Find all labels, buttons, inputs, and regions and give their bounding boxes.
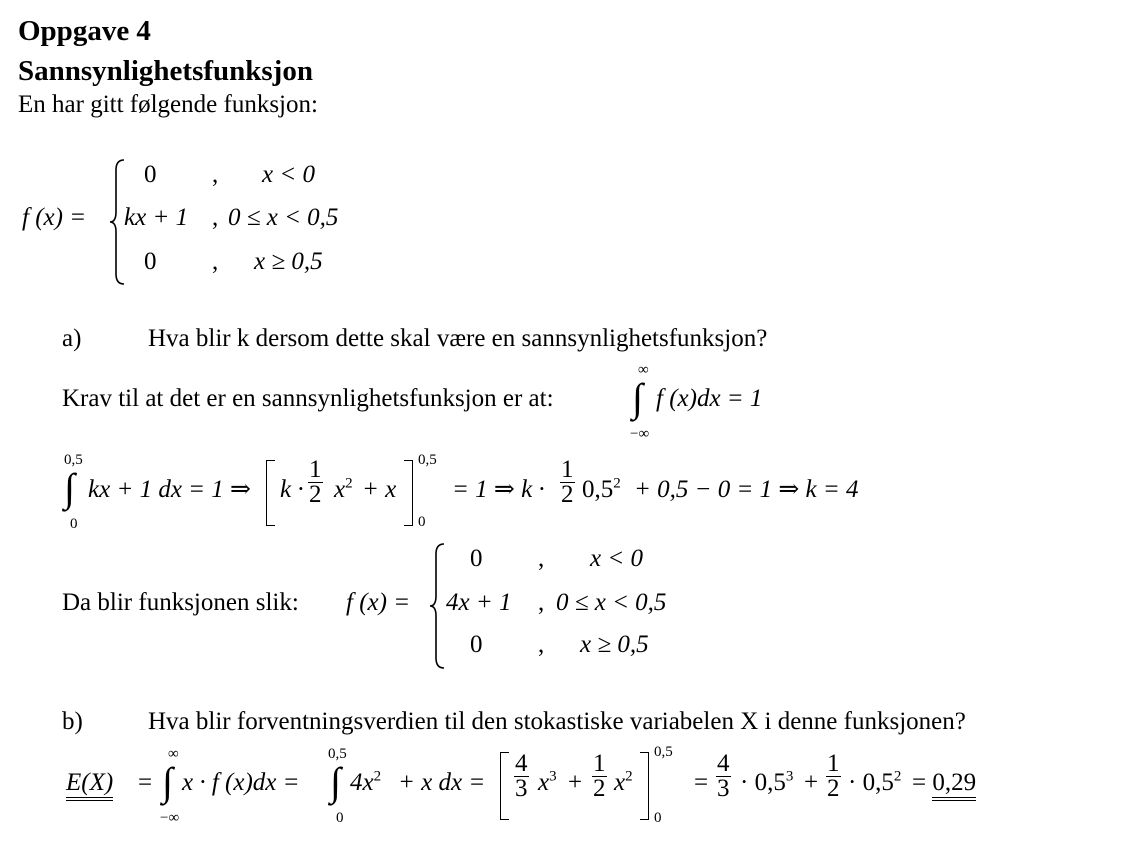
def-row-2-expr: kx + 1	[124, 204, 189, 231]
eval-upper: 0,5	[654, 744, 673, 760]
f2-num: 1	[593, 750, 606, 777]
int2-upper: 0,5	[328, 746, 347, 762]
part-b-question: Hva blir forventningsverdien til den stokastiske variabelen X i denne funksjonen?	[148, 708, 966, 735]
result-row-1-sep: ,	[538, 545, 545, 572]
def-row-3-expr: 0	[144, 248, 157, 275]
result-row-3-expr: 0	[470, 631, 483, 658]
part-a-label: a)	[62, 325, 82, 352]
part-b-label: b)	[62, 708, 83, 735]
calc-half2-den: 2	[561, 481, 574, 508]
def-row-3-sep: ,	[212, 248, 219, 275]
f2-exp: 2	[625, 768, 633, 785]
calc-plus-x: + x	[362, 476, 397, 503]
calc-lower-limit: 0	[70, 516, 78, 532]
int1-lower: −∞	[160, 810, 180, 826]
integral-icon: ∫	[162, 759, 173, 804]
def-row-1-sep: ,	[212, 161, 219, 188]
result-row-2-cond: 0 ≤ x < 0,5	[556, 589, 667, 616]
f2-den: 2	[593, 775, 606, 802]
result-row-1-expr: 0	[470, 545, 483, 572]
dot052: · 0,5	[848, 769, 894, 796]
intro-text: En har gitt følgende funksjon:	[18, 91, 318, 118]
def-row-2-cond: 0 ≤ x < 0,5	[228, 204, 339, 231]
integral-icon: ∫	[632, 375, 643, 420]
krav-upper-limit: ∞	[638, 362, 649, 378]
left-bracket-icon	[500, 752, 509, 820]
calc-tail: 0,5	[582, 476, 614, 503]
integral-icon: ∫	[64, 465, 75, 510]
f1-exp: 3	[549, 768, 557, 785]
r2-num: 1	[827, 750, 840, 777]
left-bracket-icon	[266, 460, 275, 526]
int2-exp: 2	[373, 768, 382, 785]
def-row-1-expr: 0	[144, 161, 157, 188]
krav-lower-limit: −∞	[630, 426, 650, 442]
calc-eval-upper: 0,5	[418, 452, 437, 468]
calc-k: k ·	[280, 476, 304, 503]
eq1: =	[138, 769, 153, 796]
result-row-2-expr: 4x + 1	[446, 589, 512, 616]
result-row-3-cond: x ≥ 0,5	[580, 631, 649, 658]
f1-den: 3	[515, 775, 528, 802]
int1-upper: ∞	[168, 746, 179, 762]
result-text: Da blir funksjonen slik:	[62, 589, 299, 616]
calc-mid: = 1 ⇒ k ·	[452, 476, 545, 503]
calc-half-den: 2	[309, 481, 322, 508]
dot052-exp: 2	[893, 768, 902, 785]
r1-num: 4	[717, 750, 730, 777]
r2-den: 2	[827, 775, 840, 802]
calc-half-num: 1	[309, 456, 322, 483]
calc-tail-exp: 2	[613, 475, 621, 492]
krav-expr: f (x)dx = 1	[656, 385, 763, 412]
right-bracket-icon	[640, 752, 649, 820]
right-bracket-icon	[404, 460, 413, 526]
result-row-1-cond: x < 0	[590, 545, 643, 572]
calc-upper-limit: 0,5	[64, 452, 83, 468]
eval-lower: 0	[654, 810, 662, 826]
int1-expr: x · f (x)dx =	[182, 769, 300, 796]
result-row-2-sep: ,	[538, 589, 545, 616]
page-subtitle: Sannsynlighetsfunksjon	[18, 55, 313, 87]
result-row-3-sep: ,	[538, 631, 545, 658]
integral-icon: ∫	[330, 759, 341, 804]
def-lhs: f (x) =	[22, 204, 87, 231]
final-answer: 0,29	[932, 769, 976, 801]
plus-sign: +	[804, 769, 819, 796]
int2-lower: 0	[336, 810, 344, 826]
calc-x2: x	[334, 476, 346, 503]
dot053: · 0,5	[740, 769, 786, 796]
def-row-2-sep: ,	[212, 204, 219, 231]
dot053-exp: 3	[785, 768, 794, 785]
result-lhs: f (x) =	[346, 589, 411, 616]
calc-half2-num: 1	[561, 456, 574, 483]
r1-den: 3	[717, 775, 730, 802]
calc-tail2: + 0,5 − 0 = 1 ⇒ k = 4	[634, 476, 859, 503]
part-a-question: Hva blir k dersom dette skal være en sannsynlighetsfunksjon?	[148, 325, 768, 352]
int2-tail: + x dx =	[398, 769, 486, 796]
int2-expr: 4x	[350, 769, 374, 796]
page-title: Oppgave 4	[18, 15, 151, 47]
krav-text: Krav til at det er en sannsynlighetsfunksjon er at:	[62, 385, 554, 412]
expectation-lhs: E(X)	[66, 769, 113, 801]
calc-eval-lower: 0	[418, 514, 426, 530]
calc-x2-exp: 2	[345, 475, 353, 492]
def-row-1-cond: x < 0	[262, 161, 315, 188]
def-row-3-cond: x ≥ 0,5	[254, 248, 323, 275]
calc-integrand: kx + 1 dx = 1 ⇒	[88, 476, 251, 503]
left-brace-icon	[428, 542, 446, 670]
f1-num: 4	[515, 750, 528, 777]
